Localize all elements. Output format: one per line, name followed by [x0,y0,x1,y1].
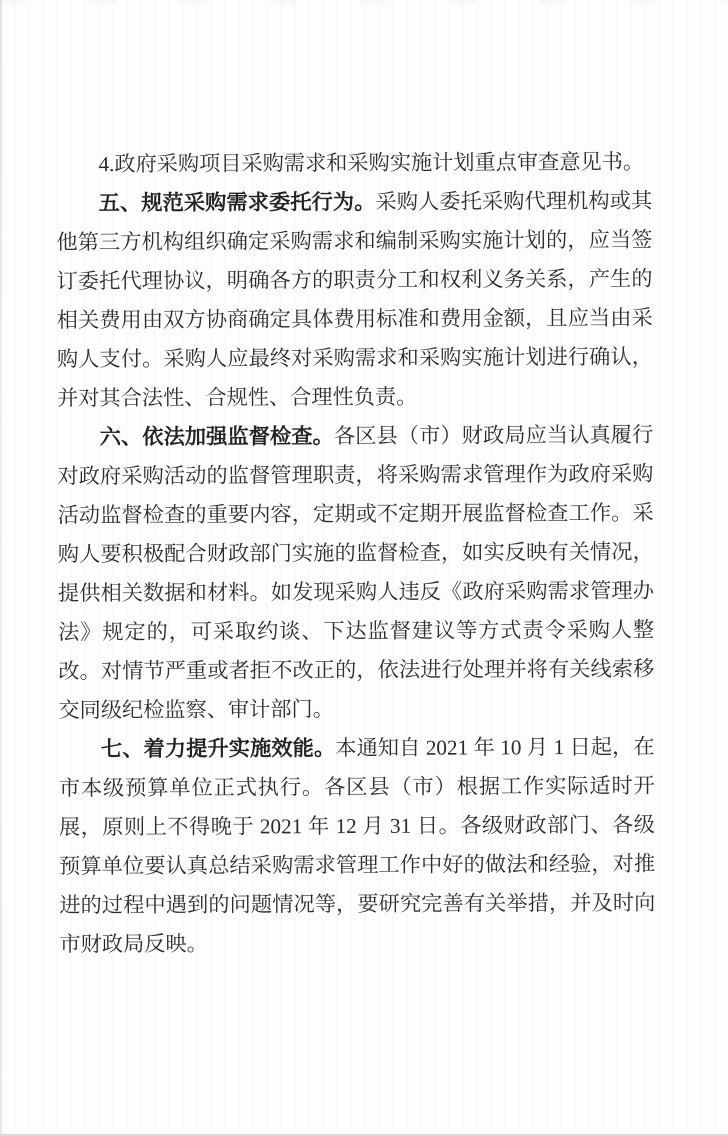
paragraph-text: 各区县（市）财政局应当认真履行对政府采购活动的监督管理职责，将采购需求管理作为政府采购活动监督检查的重要内容，定期或不定期开展监督检查工作。采购人要积极配合财政部门实施的监督检查，如实反映有关情况，提供相关数据和材料。如发现采购人违反《政府采购需求管理办法》规定的，可采取约谈、下达监督建议等方式责令采购人整改。对情节严重或者拒不改正的，依法进行处理并将有关线索移交同级纪检监察、审计部门。 [57,422,655,723]
paragraph-section-7 [59,728,656,965]
section-heading-5: 五、规范采购需求委托行为。 [98,189,376,216]
paragraph-text: 4.政府采购项目采购需求和采购实施计划重点审查意见书。 [98,149,645,177]
scan-edge-top [0,0,728,3]
section-heading-6: 六、依法加强监督检查。 [99,424,334,450]
paragraph-section-5 [56,182,653,419]
scan-edge-left [0,0,2,1136]
paragraph-text: 采购人委托采购代理机构或其他第三方机构组织确定采购需求和编制采购实施计划的，应当签订委托代理协议，明确各方的职责分工和权利义务关系，产生的相关费用由双方协商确定具体费用标准和费用金额，且应当由采购人支付。采购人应最终对采购需求和采购实施计划进行确认，并对其合法性、合规性、合理性负责。 [56,188,653,411]
paragraph-text: 本通知自 2021 年 10 月 1 日起，在市本级预算单位正式执行。各区县（市）根据工作实际适时开展，原则上不得晚于 2021 年 12 月 31 日。各级财政部门、各级预算单位要认真总结采购需求管理工作中好的做法和经验，对推进的过程中遇到的问题情况等，要研究完善有关举措，并及时向市财政局反映。 [58,734,656,957]
document-text-block [56,143,656,965]
section-heading-7: 七、着力提升实施效能。 [100,736,336,762]
paragraph-section-6 [57,416,654,731]
paragraph-item-4 [56,143,652,185]
